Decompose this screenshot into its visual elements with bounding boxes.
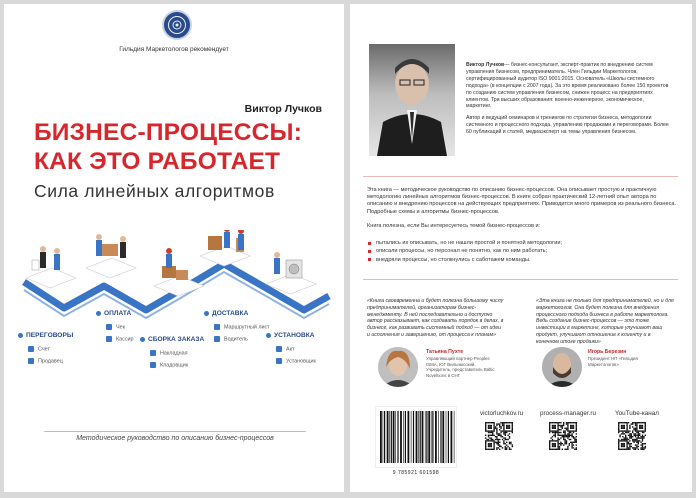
step-label-delivery: ДОСТАВКА xyxy=(204,310,248,317)
seal-emblem-icon xyxy=(171,19,183,31)
reviewer-2-photo xyxy=(542,347,582,387)
book-description: Эта книга — методическое руководство по описанию бизнес-процессов. Она описывает простую и практичную методологию линейных алгоритмов бизнес-процессов. В книге собран практический 12-летний опыт автора по описанию и внедрению процессов на действующих предприятиях. Приводится много примеров из реального бизнеса. Подробные схемы и алгоритмы бизнес-процессов. xyxy=(367,187,677,215)
step-item: Кладовщик xyxy=(150,362,188,368)
list-item: описали процессы, но персонал не понятно, как по ним работать; xyxy=(367,247,677,255)
divider xyxy=(363,279,678,280)
qr-code-icon[interactable] xyxy=(618,422,646,450)
reviewer-2-role: Президент НП «Гильдия Маркетологов» xyxy=(588,356,638,367)
reviewer-2-name: Игорь Березин xyxy=(588,349,627,355)
author-name: Виктор Лучков xyxy=(244,103,322,115)
payment-figures xyxy=(96,234,126,258)
step-label-assembly: СБОРКА ЗАКАЗА xyxy=(140,336,204,343)
list-item: внедряли процессы, но столкнулись с саботажем команды. xyxy=(367,256,677,264)
step-item: Счет xyxy=(28,346,50,352)
guild-seal-logo xyxy=(162,10,192,40)
book-subtitle: Сила линейных алгоритмов xyxy=(34,181,275,201)
back-cover xyxy=(350,4,692,492)
qr-code-icon[interactable] xyxy=(549,422,577,450)
bio-paragraph-2: Автор и ведущий семинаров и тренингов по стратегии бизнеса, методологии системного и процессного подхода, управлению продажами и переговорами. Более 60 публикаций и статей, медиаэксперт на темы управления бизнесом. xyxy=(466,115,669,136)
reviewer-1-photo xyxy=(378,347,418,387)
step-item: Кассир xyxy=(106,336,134,342)
step-label-payment: ОПЛАТА xyxy=(96,310,131,317)
isbn-barcode xyxy=(375,406,457,468)
link-youtube[interactable]: YouTube-канал xyxy=(615,410,659,417)
negotiation-figures xyxy=(32,246,60,270)
link-website-1[interactable]: victorluchkov.ru xyxy=(480,410,524,417)
step-item: Водитель xyxy=(214,336,248,342)
front-footer-caption: Методическое руководство по описанию бизнес-процессов xyxy=(44,431,306,442)
bio-paragraph-1: — бизнес-консультант, эксперт-практик по внедрению систем управления бизнесом, предприниматель. Член Гильдии Маркетологов, сертифицированный аудитор ISO 9001:2015. Основатель «Школы системного подхода» (в концепции с 2007 года). За это время реализовано более 150 проектов по созданию систем управления бизнесом, снижен процесс на предприятиях клиентов. Три высших образования: военно-инженерное, экономическое, маркетинг. xyxy=(466,62,669,110)
link-website-2[interactable]: process-manager.ru xyxy=(540,410,596,417)
step-item: Накладная xyxy=(150,350,188,356)
front-cover xyxy=(4,4,344,492)
step-item: Акт xyxy=(276,346,294,352)
qr-code-icon[interactable] xyxy=(485,422,513,450)
review-quote-1: «Книга своевременна и будет полезна большому числу предпринимателей, организаторам бизнес-менеджменту. В ней последовательно и доступно автор рассказывает, как создавать порядок в делах, в бизнесе, как развивать системный подход — от идеи и исполнения и завершению, от процесса к планам» xyxy=(367,298,504,338)
isbn-number: 9 785921 601598 xyxy=(392,470,440,476)
guild-caption: Гильдия Маркетологов рекомендует xyxy=(119,46,229,53)
warehouse-figures xyxy=(162,248,188,280)
reviewer-1-name: Татьяна Пухте xyxy=(426,349,464,355)
author-photo xyxy=(369,44,455,156)
step-item: Установщик xyxy=(276,358,316,364)
process-illustration xyxy=(4,230,344,390)
audience-bullet-list xyxy=(367,239,677,264)
step-label-installation: УСТАНОВКА xyxy=(266,332,315,339)
step-item: Чек xyxy=(106,324,125,330)
divider xyxy=(363,176,678,177)
step-label-negotiation: ПЕРЕГОВОРЫ xyxy=(18,332,73,339)
book-title-line-1: БИЗНЕС-ПРОЦЕССЫ: xyxy=(34,119,303,146)
book-title-line-2: КАК ЭТО РАБОТАЕТ xyxy=(34,148,281,175)
book-audience-intro: Книга полезна, если Вы интересуетесь темой бизнес-процессов и: xyxy=(367,223,541,229)
step-item: Маршрутный лист xyxy=(214,324,270,330)
list-item: пытались их описывать, но не нашли простой и понятной методологии; xyxy=(367,239,677,247)
bio-author-name: Виктор Лучков xyxy=(466,62,505,68)
review-quote-2: «Эта книга не только для предпринимателей, но и для маркетологов. Она будет полезна для внедрения процессного подхода бизнеса в работе маркетолога. Ведь создание бизнес-процессов — это тоже инвестиции в маркетинг, которые улучшают ваш продукт, улучшают отношение к клиенту и в конечном итоге продажи» xyxy=(536,298,674,345)
reviewer-1-role: Управляющий партнер Peoples ISMA, ЮГ Вильнюсский. Учредитель, представитель Baltic Noveltions в СНГ xyxy=(426,356,495,378)
step-item: Продавец xyxy=(28,358,63,364)
author-bio xyxy=(466,62,670,136)
installation-figures xyxy=(274,252,302,278)
